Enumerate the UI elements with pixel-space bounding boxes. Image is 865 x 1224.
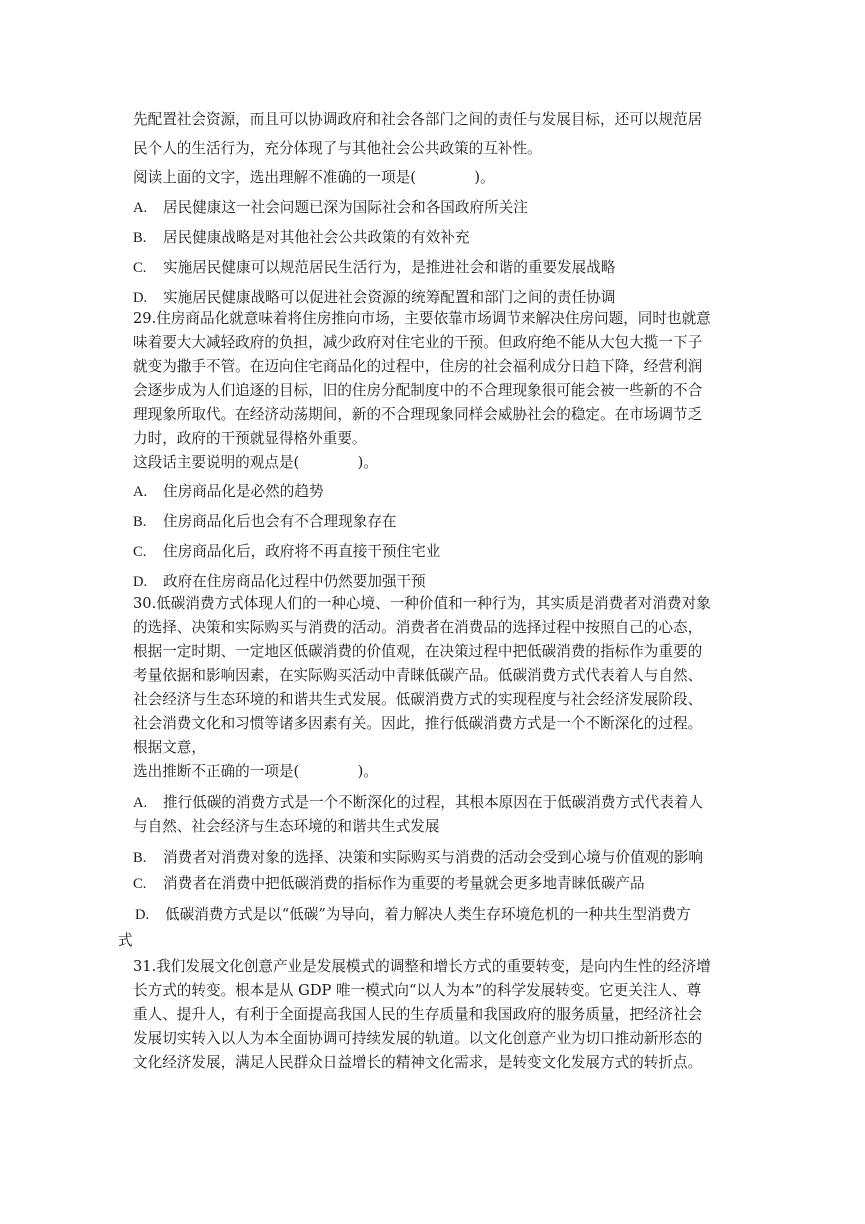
passage-line: 重人、提升人，有利于全面提高我国人民的生存质量和我国政府的服务质量，把经济社会 [133, 1006, 703, 1023]
option-letter: C. [133, 544, 147, 560]
option-text: 消费者在消费中把低碳消费的指标作为重要的考量就会更多地青睐低碳产品 [163, 875, 645, 892]
option-a [133, 198, 528, 218]
option-d-continued: 式 [118, 932, 133, 949]
option-text: 实施居民健康战略可以促进社会资源的统筹配置和部门之间的责任协调 [163, 289, 616, 306]
option-a-continued: 与自然、社会经济与生态环境的和谐共生式发展 [133, 818, 440, 835]
option-text: 住房商品化后也会有不合理现象存在 [163, 513, 397, 530]
option-text: 实施居民健康可以规范居民生活行为，是推进社会和谐的重要发展战略 [163, 259, 616, 276]
option-d [135, 905, 691, 925]
option-text: 居民健康这一社会问题已深为国际社会和各国政府所关注 [163, 199, 528, 216]
passage-line: 根据文意， [133, 739, 206, 756]
option-c [133, 258, 615, 278]
question-prompt: 选出推断不正确的一项是( )。 [133, 763, 378, 780]
passage-line: 力时，政府的干预就显得格外重要。 [133, 430, 367, 447]
passage-line: 长方式的转变。根本是从 GDP 唯一模式向“以人为本”的科学发展转变。它更关注人、尊 [133, 982, 702, 999]
passage-line: 社会消费文化和习惯等诸多因素有关。因此，推行低碳消费方式是一个不断深化的过程。 [133, 715, 703, 732]
passage-line: 发展切实转入以人为本全面协调可持续发展的轨道。以文化创意产业为切口推动新形态的 [133, 1030, 703, 1047]
option-d [133, 288, 615, 308]
option-c [133, 874, 645, 894]
question-prompt: 阅读上面的文字，选出理解不准确的一项是( )。 [133, 169, 495, 186]
option-text: 低碳消费方式是以“低碳”为导向，着力解决人类生存环境危机的一种共生型消费方 [165, 906, 691, 923]
option-letter: A. [133, 795, 148, 811]
passage-line: 31.我们发展文化创意产业是发展模式的调整和增长方式的重要转变，是向内生性的经济增 [133, 958, 711, 975]
passage-line: 考量依据和影响因素，在实际购买活动中青睐低碳产品。低碳消费方式代表着人与自然、 [133, 667, 703, 684]
passage-line: 理现象所取代。在经济动荡期间，新的不合理现象同样会威胁社会的稳定。在市场调节乏 [133, 406, 703, 423]
option-letter: B. [133, 514, 147, 530]
passage-line: 文化经济发展，满足人民群众日益增长的精神文化需求，是转变文化发展方式的转折点。 [133, 1054, 703, 1071]
option-letter: A. [133, 484, 148, 500]
option-text: 推行低碳的消费方式是一个不断深化的过程，其根本原因在于低碳消费方式代表着人 [163, 794, 703, 811]
option-b [133, 228, 469, 248]
passage-line: 的选择、决策和实际购买与消费的活动。消费者在消费品的选择过程中按照自己的心态， [133, 619, 703, 636]
option-c [133, 542, 440, 562]
option-text: 居民健康战略是对其他社会公共政策的有效补充 [163, 229, 470, 246]
option-text: 住房商品化后，政府将不再直接干预住宅业 [163, 543, 441, 560]
question-prompt: 这段话主要说明的观点是( )。 [133, 454, 378, 471]
option-a [133, 482, 324, 502]
passage-line: 社会经济与生态环境的和谐共生式发展。低碳消费方式的实现程度与社会经济发展阶段、 [133, 691, 703, 708]
passage-line: 30.低碳消费方式体现人们的一种心境、一种价值和一种行为，其实质是消费者对消费对象 [133, 595, 711, 612]
option-letter: D. [133, 290, 148, 306]
option-b [133, 848, 703, 868]
option-d [133, 572, 426, 592]
option-text: 消费者对消费对象的选择、决策和实际购买与消费的活动会受到心境与价值观的影响 [163, 849, 703, 866]
option-letter: D. [133, 574, 148, 590]
passage-line: 民个人的生活行为，充分体现了与其他社会公共政策的互补性。 [133, 140, 542, 157]
option-letter: D. [135, 907, 150, 923]
option-text: 政府在住房商品化过程中仍然要加强干预 [163, 573, 426, 590]
passage-line: 根据一定时期、一定地区低碳消费的价值观，在决策过程中把低碳消费的指标作为重要的 [133, 643, 703, 660]
option-a [133, 793, 703, 813]
passage-line: 味着要大大减轻政府的负担，减少政府对住宅业的干预。但政府绝不能从大包大揽一下子 [133, 334, 703, 351]
passage-line: 就变为撒手不管。在迈向住宅商品化的过程中，住房的社会福利成分日趋下降，经营利润 [133, 358, 703, 375]
option-text: 住房商品化是必然的趋势 [163, 483, 324, 500]
option-letter: A. [133, 200, 148, 216]
option-letter: B. [133, 850, 147, 866]
option-letter: B. [133, 230, 147, 246]
option-letter: C. [133, 260, 147, 276]
passage-line: 会逐步成为人们追逐的目标，旧的住房分配制度中的不合理现象很可能会被一些新的不合 [133, 382, 703, 399]
passage-line: 先配置社会资源，而且可以协调政府和社会各部门之间的责任与发展目标，还可以规范居 [133, 111, 703, 128]
option-b [133, 512, 397, 532]
passage-line: 29.住房商品化就意味着将住房推向市场，主要依靠市场调节来解决住房问题，同时也就意 [133, 310, 711, 327]
option-letter: C. [133, 876, 147, 892]
